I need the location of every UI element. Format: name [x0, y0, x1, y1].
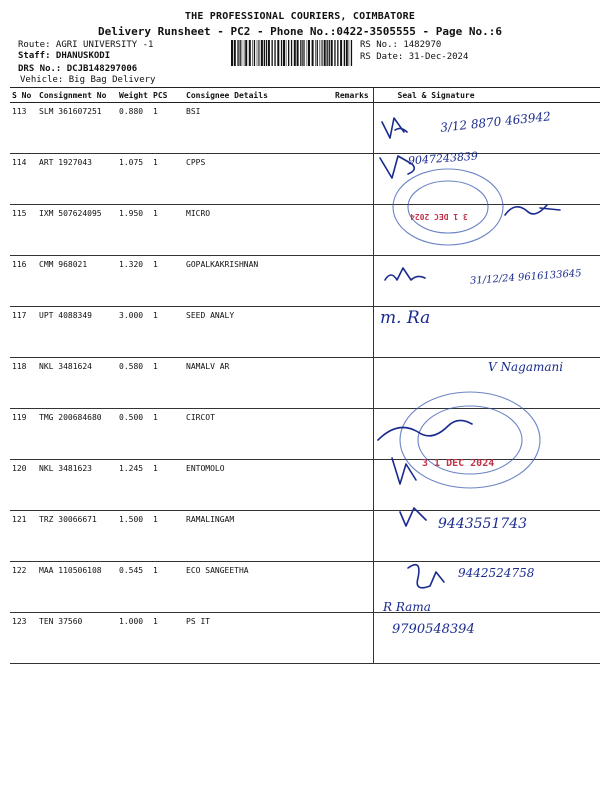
col-consignee: Consignee Details	[184, 88, 333, 103]
barcode-bar	[344, 40, 345, 66]
row-remarks	[333, 562, 373, 613]
barcode-bar	[315, 40, 316, 66]
rs-date: RS Date: 31-Dec-2024	[360, 52, 469, 62]
barcode-bar	[272, 40, 273, 66]
row-consignment: IXM 507624095	[37, 205, 117, 256]
company-title: THE PROFESSIONAL COURIERS, COIMBATORE	[184, 11, 416, 22]
row-seal-signature	[373, 409, 600, 460]
barcode-bar	[322, 40, 323, 66]
barcode-bar	[234, 40, 236, 66]
signature-123-name: R Rama	[383, 600, 431, 614]
barcode-bar	[349, 40, 350, 66]
row-sno: 118	[10, 358, 37, 409]
barcode-bar	[346, 40, 348, 66]
barcode-bar	[274, 40, 275, 66]
barcode-bar	[245, 40, 247, 66]
row-consignment: TMG 200684680	[37, 409, 117, 460]
barcode-bar	[317, 40, 318, 66]
row-consignment: NKL 3481623	[37, 460, 117, 511]
barcode-bar	[321, 40, 322, 66]
col-seal-signature: Seal & Signature	[373, 88, 600, 103]
row-weight: 1.245	[117, 460, 151, 511]
row-consignee: BSI	[184, 103, 333, 154]
row-consignment: CMM 968021	[37, 256, 117, 307]
row-weight: 0.580	[117, 358, 151, 409]
row-pcs: 1	[151, 613, 184, 664]
barcode-bar	[288, 40, 289, 66]
row-seal-signature	[373, 154, 600, 205]
row-consignment: TRZ 30066671	[37, 511, 117, 562]
signature-117-text: m. Ra	[380, 308, 431, 328]
row-consignee: ECO SANGEETHA	[184, 562, 333, 613]
row-pcs: 1	[151, 358, 184, 409]
signature-121-text: 9443551743	[438, 516, 528, 532]
barcode-icon	[231, 40, 355, 66]
row-sno: 120	[10, 460, 37, 511]
table-row	[10, 205, 600, 256]
row-pcs: 1	[151, 154, 184, 205]
row-weight: 1.320	[117, 256, 151, 307]
row-sno: 119	[10, 409, 37, 460]
stamp-date-2: 3 1 DEC 2024	[422, 458, 495, 469]
row-consignee: RAMALINGAM	[184, 511, 333, 562]
row-sno: 117	[10, 307, 37, 358]
barcode-bar	[237, 40, 238, 66]
signature-116-text: 31/12/24 9616133645	[469, 268, 582, 287]
barcode-bar	[291, 40, 292, 66]
row-seal-signature	[373, 613, 600, 664]
row-weight: 0.545	[117, 562, 151, 613]
barcode-bar	[261, 40, 263, 66]
barcode-bar	[252, 40, 253, 66]
barcode-bar	[244, 40, 245, 66]
barcode-bar	[254, 40, 255, 66]
row-consignee: GOPALKAKRISHNAN	[184, 256, 333, 307]
row-consignee: PS IT	[184, 613, 333, 664]
table-row	[10, 409, 600, 460]
row-sno: 116	[10, 256, 37, 307]
table-header-row	[10, 88, 600, 103]
table-row	[10, 613, 600, 664]
signature-113-text: 3/12 8870 463942	[439, 109, 552, 135]
row-weight: 1.075	[117, 154, 151, 205]
row-pcs: 1	[151, 511, 184, 562]
row-remarks	[333, 256, 373, 307]
row-pcs: 1	[151, 205, 184, 256]
row-remarks	[333, 511, 373, 562]
row-pcs: 1	[151, 307, 184, 358]
barcode-bar	[286, 40, 287, 66]
table-row	[10, 307, 600, 358]
signature-114-text: 9047243839	[407, 149, 479, 168]
barcode-bar	[257, 40, 258, 66]
row-sno: 122	[10, 562, 37, 613]
row-remarks	[333, 103, 373, 154]
row-consignment: TEN 37560	[37, 613, 117, 664]
barcode-bar	[302, 40, 303, 66]
row-consignment: UPT 4088349	[37, 307, 117, 358]
barcode-bar	[242, 40, 243, 66]
barcode-bar	[320, 40, 321, 66]
signature-118-text: V Nagamani	[488, 360, 564, 374]
row-consignment: SLM 361607251	[37, 103, 117, 154]
table-row	[10, 103, 600, 154]
row-sno: 121	[10, 511, 37, 562]
barcode-bar	[266, 40, 267, 66]
col-pcs: PCS	[151, 88, 184, 103]
drs-label: DRS No.: DCJB148297006	[18, 64, 138, 74]
row-consignee: MICRO	[184, 205, 333, 256]
barcode-bar	[327, 40, 328, 66]
col-consignment: Consignment No	[37, 88, 117, 103]
row-remarks	[333, 307, 373, 358]
row-consignee: CPPS	[184, 154, 333, 205]
barcode-bar	[283, 40, 285, 66]
row-remarks	[333, 460, 373, 511]
barcode-bar	[258, 40, 259, 66]
row-weight: 1.950	[117, 205, 151, 256]
barcode-bar	[240, 40, 241, 66]
row-consignment: MAA 110506108	[37, 562, 117, 613]
row-weight: 0.880	[117, 103, 151, 154]
row-remarks	[333, 409, 373, 460]
barcode-bar	[297, 40, 299, 66]
row-pcs: 1	[151, 256, 184, 307]
barcode-bar	[264, 40, 265, 66]
barcode-bar	[260, 40, 261, 66]
staff-label: Staff: DHANUSKODI	[18, 51, 111, 61]
table-row	[10, 460, 600, 511]
barcode-bar	[307, 40, 308, 66]
vehicle-label: Vehicle: Big Bag Delivery	[20, 75, 156, 85]
signature-123-phone: 9790548394	[392, 622, 475, 637]
barcode-bar	[308, 40, 310, 66]
row-sno: 113	[10, 103, 37, 154]
signature-122-text: 9442524758	[458, 566, 535, 580]
barcode-bar	[304, 40, 305, 66]
col-remarks: Remarks	[333, 88, 373, 103]
row-remarks	[333, 205, 373, 256]
row-sno: 123	[10, 613, 37, 664]
row-consignment: NKL 3481624	[37, 358, 117, 409]
barcode-bar	[249, 40, 251, 66]
table-row	[10, 154, 600, 205]
barcode-bar	[351, 40, 352, 66]
row-consignee: ENTOMOLO	[184, 460, 333, 511]
barcode-bar	[337, 40, 338, 66]
row-weight: 0.500	[117, 409, 151, 460]
col-sno: S No	[10, 88, 37, 103]
row-pcs: 1	[151, 409, 184, 460]
row-consignee: NAMALV AR	[184, 358, 333, 409]
row-weight: 1.000	[117, 613, 151, 664]
barcode-bar	[334, 40, 335, 66]
row-sno: 114	[10, 154, 37, 205]
runsheet-subtitle: Delivery Runsheet - PC2 - Phone No.:0422-3505555 - Page No.:6	[98, 25, 502, 38]
row-remarks	[333, 613, 373, 664]
barcode-bar	[340, 40, 342, 66]
row-consignee: SEED ANALY	[184, 307, 333, 358]
col-weight: Weight	[117, 88, 151, 103]
row-remarks	[333, 358, 373, 409]
barcode-bar	[294, 40, 296, 66]
barcode-bar	[331, 40, 333, 66]
barcode-bar	[300, 40, 301, 66]
row-pcs: 1	[151, 103, 184, 154]
barcode-bar	[231, 40, 233, 66]
row-weight: 1.500	[117, 511, 151, 562]
barcode-bar	[268, 40, 270, 66]
row-consignment: ART 1927043	[37, 154, 117, 205]
row-consignee: CIRCOT	[184, 409, 333, 460]
row-weight: 3.000	[117, 307, 151, 358]
row-seal-signature	[373, 205, 600, 256]
row-pcs: 1	[151, 460, 184, 511]
row-pcs: 1	[151, 562, 184, 613]
barcode-bar	[329, 40, 330, 66]
barcode-bar	[277, 40, 279, 66]
row-seal-signature	[373, 358, 600, 409]
barcode-bar	[281, 40, 282, 66]
row-sno: 115	[10, 205, 37, 256]
row-remarks	[333, 154, 373, 205]
rs-number: RS No.: 1482970	[360, 40, 442, 50]
barcode-bar	[324, 40, 326, 66]
route-label: Route: AGRI UNIVERSITY -1	[18, 40, 154, 50]
stamp-date-1: 3 1 DEC 2024	[410, 212, 468, 221]
barcode-bar	[312, 40, 314, 66]
